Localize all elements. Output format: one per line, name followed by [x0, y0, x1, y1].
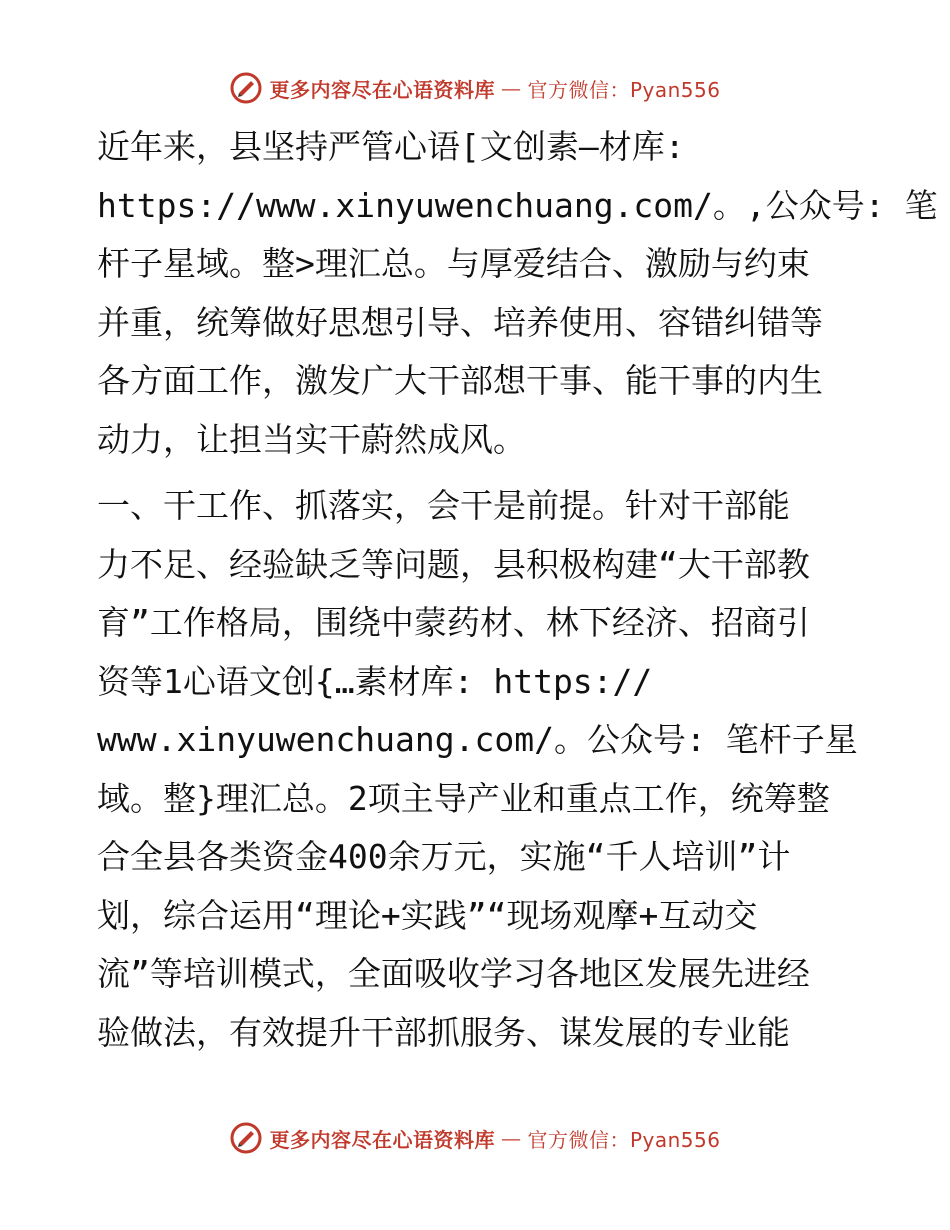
text-line: 资等1心语文创{…素材库: https://	[97, 661, 653, 701]
document-body	[97, 118, 938, 1062]
text-line: 力不足、经验缺乏等问题，县积极构建“大干部教	[97, 544, 810, 584]
text-line: 动力，让担当实干蔚然成风。	[97, 419, 526, 459]
text-line: https://www.xinyuwenchuang.com/。,公众号: 笔	[97, 185, 938, 225]
text-line: 一、干工作、抓落实，会干是前提。针对干部能	[97, 486, 790, 525]
watermark-text: 更多内容尽在心语资料库	[269, 1127, 495, 1152]
pen-logo-icon	[229, 1121, 263, 1155]
watermark-separator: —	[500, 1126, 522, 1150]
watermark-contact: 官方微信：Pyan556	[527, 1127, 721, 1152]
watermark-separator: —	[500, 76, 522, 100]
text-line: 各方面工作，激发广大干部想干事、能干事的内生	[97, 361, 823, 400]
text-line: 并重，统筹做好思想引导、培养使用、容错纠错等	[97, 302, 823, 342]
text-line: 流”等培训模式，全面吸收学习各地区发展先进经	[97, 954, 810, 993]
paragraph-section-one	[97, 477, 867, 1062]
pen-logo-icon	[229, 71, 263, 105]
text-line: 杆子星域。整>理汇总。与厚爱结合、激励与约束	[97, 244, 810, 283]
text-line: 域。整}理汇总。2项主导产业和重点工作，统筹整	[97, 778, 830, 818]
paragraph-intro	[97, 118, 938, 469]
text-line: 育”工作格局，围绕中蒙药材、林下经济、招商引	[97, 603, 810, 642]
text-line: www.xinyuwenchuang.com/。公众号: 笔杆子星	[97, 720, 858, 759]
watermark-footer	[0, 1118, 950, 1158]
text-line: 近年来，县坚持严管心语[文创素—材库:	[97, 127, 685, 166]
watermark-contact: 官方微信：Pyan556	[527, 77, 721, 102]
text-line: 划，综合运用“理论+实践”“现场观摩+互动交	[97, 895, 758, 935]
watermark-text: 更多内容尽在心语资料库	[269, 77, 495, 102]
text-line: 验做法，有效提升干部抓服务、谋发展的专业能	[97, 1012, 790, 1052]
watermark-header	[0, 68, 950, 108]
text-line: 合全县各类资金400余万元，实施“千人培训”计	[97, 837, 791, 876]
